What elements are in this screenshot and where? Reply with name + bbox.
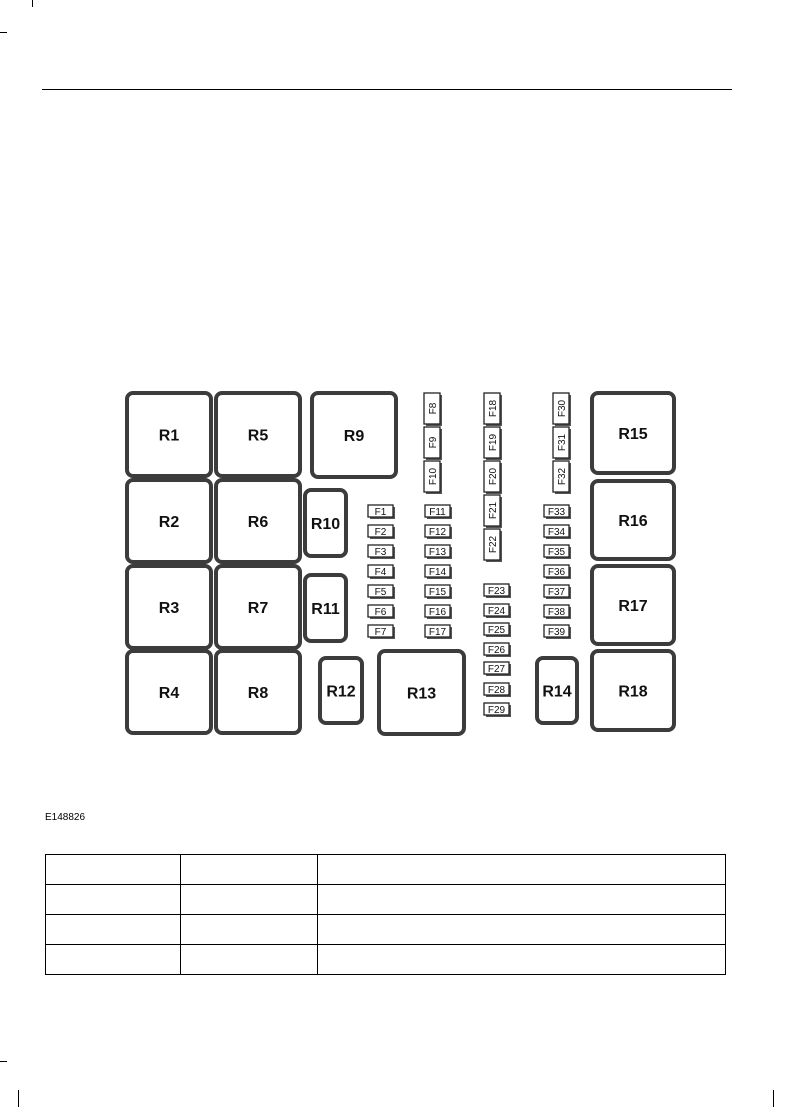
fuse-label: F21 <box>488 501 499 520</box>
fuse-label: F34 <box>547 527 566 538</box>
fuse-label: F22 <box>488 535 499 554</box>
relay-r16 <box>592 481 674 559</box>
relay-r5 <box>216 393 300 476</box>
relay-r4 <box>127 651 211 733</box>
table-cell <box>318 855 726 885</box>
relay-r18 <box>592 651 674 730</box>
fuse-label: F2 <box>374 527 387 538</box>
fuse-label: F28 <box>487 685 506 696</box>
table-cell <box>46 945 181 975</box>
relay-r2 <box>127 480 211 562</box>
relay-label: R1 <box>158 427 180 445</box>
relay-label: R9 <box>343 428 365 445</box>
fuse-f5 <box>368 585 395 599</box>
fuse-label: F17 <box>428 627 447 638</box>
fuse-label: F7 <box>374 627 387 638</box>
relay-r12 <box>320 658 362 723</box>
relay-label: R16 <box>618 513 648 530</box>
fuse-f31 <box>553 427 571 460</box>
fuse-f19 <box>484 427 502 460</box>
fuse-f38 <box>544 605 571 619</box>
fuse-f28 <box>484 683 511 697</box>
fuse-label: F6 <box>374 607 387 618</box>
fuse-label: F29 <box>487 705 506 716</box>
fuse-f29 <box>484 703 511 717</box>
relay-label: R8 <box>247 685 269 702</box>
fuse-f27 <box>484 662 511 676</box>
fuse-label: F3 <box>374 547 387 558</box>
table-row <box>46 915 726 945</box>
relay-label: R18 <box>618 683 648 701</box>
fuse-label: F8 <box>428 402 439 415</box>
fuse-f37 <box>544 585 571 599</box>
relay-r1 <box>127 393 211 476</box>
relay-r9 <box>312 393 396 477</box>
relay-r14 <box>537 658 577 723</box>
table-cell <box>318 945 726 975</box>
relay-label: R5 <box>247 427 269 445</box>
fuse-f35 <box>544 545 571 559</box>
relay-label: R17 <box>618 598 648 615</box>
fuse-f13 <box>425 545 452 559</box>
fuse-f26 <box>484 643 511 657</box>
fuse-f25 <box>484 623 511 637</box>
table-cell <box>181 855 318 885</box>
fuse-f32 <box>553 461 571 494</box>
fuse-label: F20 <box>488 467 499 486</box>
fuse-label: F14 <box>428 567 447 578</box>
relay-label: R6 <box>247 514 269 531</box>
table-cell <box>181 885 318 915</box>
relay-r7 <box>216 566 300 648</box>
relay-label: R4 <box>158 685 180 702</box>
fuse-f7 <box>368 625 395 639</box>
fuse-label: F19 <box>488 433 499 452</box>
fuse-table <box>45 854 726 975</box>
fuse-f9 <box>424 427 442 460</box>
fuse-f17 <box>425 625 452 639</box>
fuse-label: F26 <box>487 645 506 656</box>
fuse-f16 <box>425 605 452 619</box>
fuse-f30 <box>553 393 571 426</box>
fuse-f14 <box>425 565 452 579</box>
fuse-label: F10 <box>428 467 439 486</box>
table-row <box>46 855 726 885</box>
fuse-label: F18 <box>488 399 499 418</box>
relay-label: R2 <box>158 514 180 531</box>
fuse-f12 <box>425 525 452 539</box>
table-cell <box>181 915 318 945</box>
relay-label: R13 <box>406 685 437 703</box>
fuse-f24 <box>484 604 511 618</box>
relay-label: R12 <box>326 683 356 701</box>
image-code: E148826 <box>45 812 86 823</box>
relay-label: R14 <box>542 683 572 701</box>
table-cell <box>181 945 318 975</box>
relay-r6 <box>216 480 300 562</box>
fuse-label: F12 <box>428 527 447 538</box>
table-cell <box>46 885 181 915</box>
fuse-label: F9 <box>428 436 439 449</box>
fuse-f33 <box>544 505 571 519</box>
fuse-label: F13 <box>428 547 447 558</box>
fuse-f3 <box>368 545 395 559</box>
fuse-label: F25 <box>487 625 506 636</box>
relay-r13 <box>379 651 464 734</box>
fuse-f15 <box>425 585 452 599</box>
fuse-label: F23 <box>487 586 506 597</box>
fuse-label: F27 <box>487 664 506 675</box>
relay-label: R15 <box>618 426 648 443</box>
fuse-label: F39 <box>547 627 566 638</box>
fuse-f8 <box>424 393 442 426</box>
fuse-label: F16 <box>428 607 447 618</box>
fuse-f18 <box>484 393 502 426</box>
fuse-f11 <box>425 505 452 519</box>
fuse-f21 <box>484 495 502 528</box>
relay-r3 <box>127 566 211 648</box>
fuse-label: F33 <box>547 507 566 518</box>
fuse-f20 <box>484 461 502 494</box>
fuse-label: F1 <box>374 507 387 518</box>
fuse-label: F38 <box>547 607 566 618</box>
table-row <box>46 945 726 975</box>
relay-r17 <box>592 566 674 644</box>
relay-label: R3 <box>158 600 180 617</box>
fuse-label: F32 <box>557 467 568 486</box>
table-row <box>46 885 726 915</box>
fuse-f6 <box>368 605 395 619</box>
fuse-f4 <box>368 565 395 579</box>
relay-r8 <box>216 651 300 733</box>
fuse-label: F11 <box>429 507 446 518</box>
fuse-f39 <box>544 625 571 639</box>
fuse-f10 <box>424 461 442 494</box>
fuse-label: F36 <box>547 567 566 578</box>
table-cell <box>46 855 181 885</box>
fuse-label: F31 <box>557 433 568 452</box>
fuse-label: F15 <box>428 587 447 598</box>
table-cell <box>318 885 726 915</box>
fuse-table-body <box>46 855 726 975</box>
relay-r15 <box>592 393 674 473</box>
relay-label: R7 <box>247 600 269 617</box>
relay-r11 <box>305 575 346 641</box>
table-cell <box>46 915 181 945</box>
fuse-f2 <box>368 525 395 539</box>
fuse-f23 <box>484 584 511 598</box>
fuse-f22 <box>484 529 502 562</box>
relay-r10 <box>305 490 346 556</box>
fuse-label: F24 <box>487 606 506 617</box>
fuse-f1 <box>368 505 395 519</box>
fuse-label: F37 <box>547 587 566 598</box>
fuse-label: F35 <box>547 547 566 558</box>
fuse-label: F5 <box>374 587 387 598</box>
fuse-label: F30 <box>557 399 568 418</box>
relay-label: R11 <box>311 601 340 618</box>
relay-label: R10 <box>310 516 341 533</box>
fuse-f34 <box>544 525 571 539</box>
table-cell <box>318 915 726 945</box>
fuse-f36 <box>544 565 571 579</box>
fuse-label: F4 <box>374 567 387 578</box>
